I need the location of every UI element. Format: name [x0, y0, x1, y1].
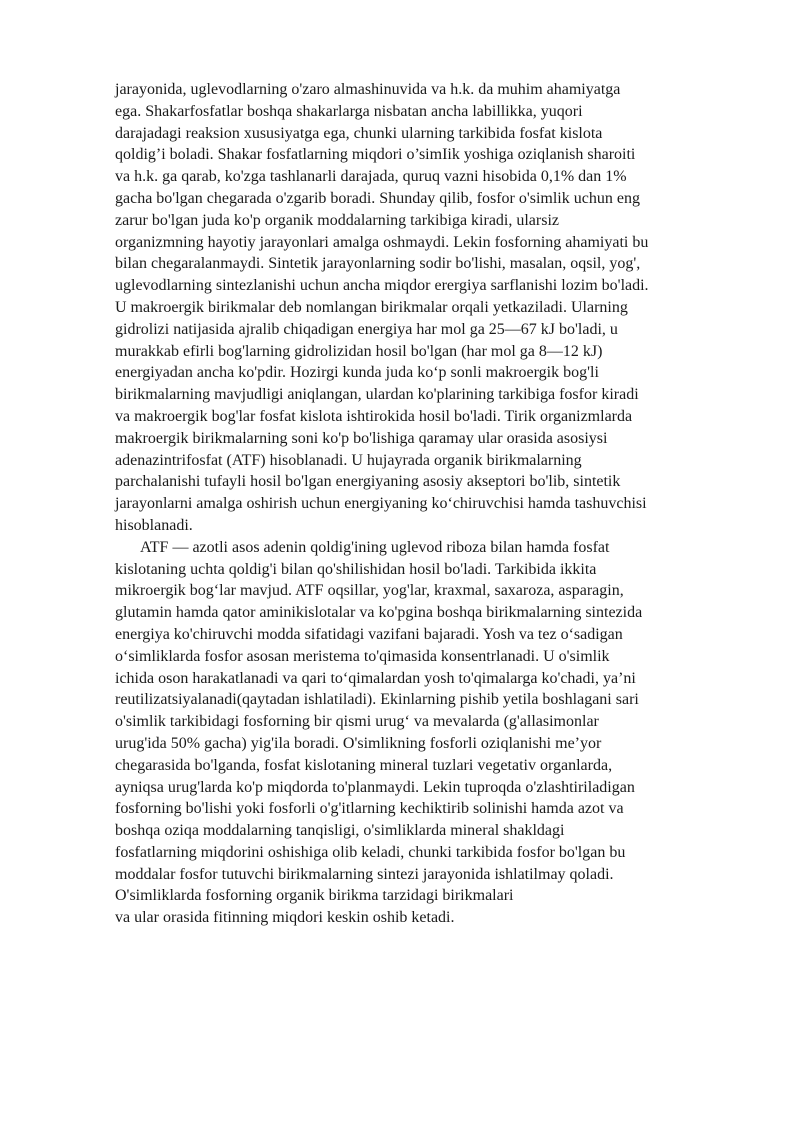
text-line: energiyadan ancha ko'pdir. Hozirgi kunda juda ko‘p sonli makroergik bog'li — [115, 364, 599, 382]
text-line: hisoblanadi. — [115, 516, 193, 534]
text-line: va h.k. ga qarab, ko'zga tashlanarli darajada, quruq vazni hisobida 0,1% dan 1% — [115, 168, 627, 186]
text-line: fosforning bo'lishi yoki fosforli o'g'itlarning kechiktirib solinishi hamda azot va — [115, 800, 624, 818]
text-line: mikroergik bog‘lar mavjud. ATF oqsillar, yog'lar, kraxmal, saxaroza, asparagin, — [115, 582, 624, 600]
text-line: energiya ko'chiruvchi modda sifatidagi vazifani bajaradi. Yosh va tez o‘sadigan — [115, 625, 623, 643]
text-line: organizmning hayotiy jarayonlari amalga oshmaydi. Lekin fosforning ahamiyati bu — [115, 233, 649, 251]
text-line: va ular orasida fitinning miqdori keskin oshib ketadi. — [115, 909, 455, 927]
text-line: va makroergik bog'lar fosfat kislota ishtirokida hosil bo'ladi. Tirik organizmlarda — [115, 407, 633, 425]
document-body-text — [115, 79, 745, 929]
text-line: gacha bo'lgan chegarada o'zgarib boradi. Shunday qilib, fosfor o'simlik uchun eng — [115, 189, 640, 207]
text-line: jarayonlarni amalga oshirish uchun energiyaning ko‘chiruvchisi hamda tashuvchisi — [115, 495, 647, 513]
text-line: ayniqsa urug'larda ko'p miqdorda to'planmaydi. Lekin tuproqda o'zlashtiriladigan — [115, 778, 635, 796]
text-line: parchalanishi tufayli hosil bo'lgan energiyaning asosiy akseptori bo'lib, sintetik — [115, 473, 621, 491]
text-line: birikmalarning mavjudligi aniqlangan, ulardan ko'plarining tarkibiga fosfor kiradi — [115, 386, 639, 404]
text-line: o‘simliklarda fosfor asosan meristema to'qimasida konsentrlanadi. U o'simlik — [115, 647, 610, 665]
text-line: chegarasida bo'lganda, fosfat kislotaning mineral tuzlari vegetativ organlarda, — [115, 756, 613, 774]
text-line: U makroergik birikmalar deb nomlangan birikmalar orqali yetkaziladi. Ularning — [115, 298, 628, 316]
text-line: murakkab efirli bog'larning gidrolizidan hosil bo'lgan (har mol ga 8—12 kJ) — [115, 342, 603, 360]
text-line: o'simlik tarkibidagi fosforning bir qismi urug‘ va mevalarda (g'allasimonlar — [115, 713, 599, 731]
text-line: boshqa oziqa moddalarning tanqisligi, o'simliklarda mineral shakldagi — [115, 822, 565, 840]
text-line: kislotaning uchta qoldig'i bilan qo'shilishidan hosil bo'ladi. Tarkibida ikkita — [115, 560, 597, 578]
text-line: ega. Shakarfosfatlar boshqa shakarlarga nisbatan ancha labillikka, yuqori — [115, 102, 583, 120]
text-line: zarur bo'lgan juda ko'p organik moddalarning tarkibiga kiradi, ularsiz — [115, 211, 560, 229]
text-line: darajadagi reaksion xususiyatga ega, chunki ularning tarkibida fosfat kislota — [115, 124, 603, 142]
text-line: uglevodlarning sintezlanishi uchun ancha miqdor erergiya sarflanishi lozim bo'ladi. — [115, 277, 649, 295]
text-line: O'simliklarda fosforning organik birikma tarzidagi birikmalari — [115, 887, 514, 905]
text-line: bilan chegaralanmaydi. Sintetik jarayonlarning sodir bo'lishi, masalan, oqsil, yog', — [115, 255, 641, 273]
text-line: adenazintrifosfat (ATF) hisoblanadi. U hujayrada organik birikmalarning — [115, 451, 582, 469]
text-line: qoldig’i boladi. Shakar fosfatlarning miqdori o’simIik yoshiga oziqlanish sharoiti — [115, 146, 636, 164]
paragraph-first-line: ATF — azotli asos adenin qoldig'ining uglevod riboza bilan hamda fosfat — [140, 538, 610, 556]
text-line: glutamin hamda qator aminikislotalar va ko'pgina boshqa birikmalarning sintezida — [115, 604, 643, 622]
text-line: moddalar fosfor tutuvchi birikmalarning sintezi jarayonida ishlatilmay qoladi. — [115, 865, 614, 883]
text-line: reutilizatsiyalanadi(qaytadan ishlatiladi). Ekinlarning pishib yetila boshlagani sari — [115, 691, 639, 709]
text-line: gidrolizi natijasida ajralib chiqadigan energiya har mol ga 25—67 kJ bo'ladi, u — [115, 320, 618, 338]
text-line: fosfatlarning miqdorini oshishiga olib keladi, chunki tarkibida fosfor bo'lgan bu — [115, 843, 626, 861]
text-line: jarayonida, uglevodlarning o'zaro almashinuvida va h.k. da muhim ahamiyatga — [115, 81, 621, 98]
text-line: makroergik birikmalarning soni ko'p bo'lishiga qaramay ular orasida asosiysi — [115, 429, 608, 447]
text-line: ichida oson harakatlanadi va qari to‘qimalardan yosh to'qimalarga ko'chadi, ya’ni — [115, 669, 636, 687]
text-line: urug'ida 50% gacha) yig'ila boradi. O'simlikning fosforli oziqlanishi me’yor — [115, 734, 602, 752]
